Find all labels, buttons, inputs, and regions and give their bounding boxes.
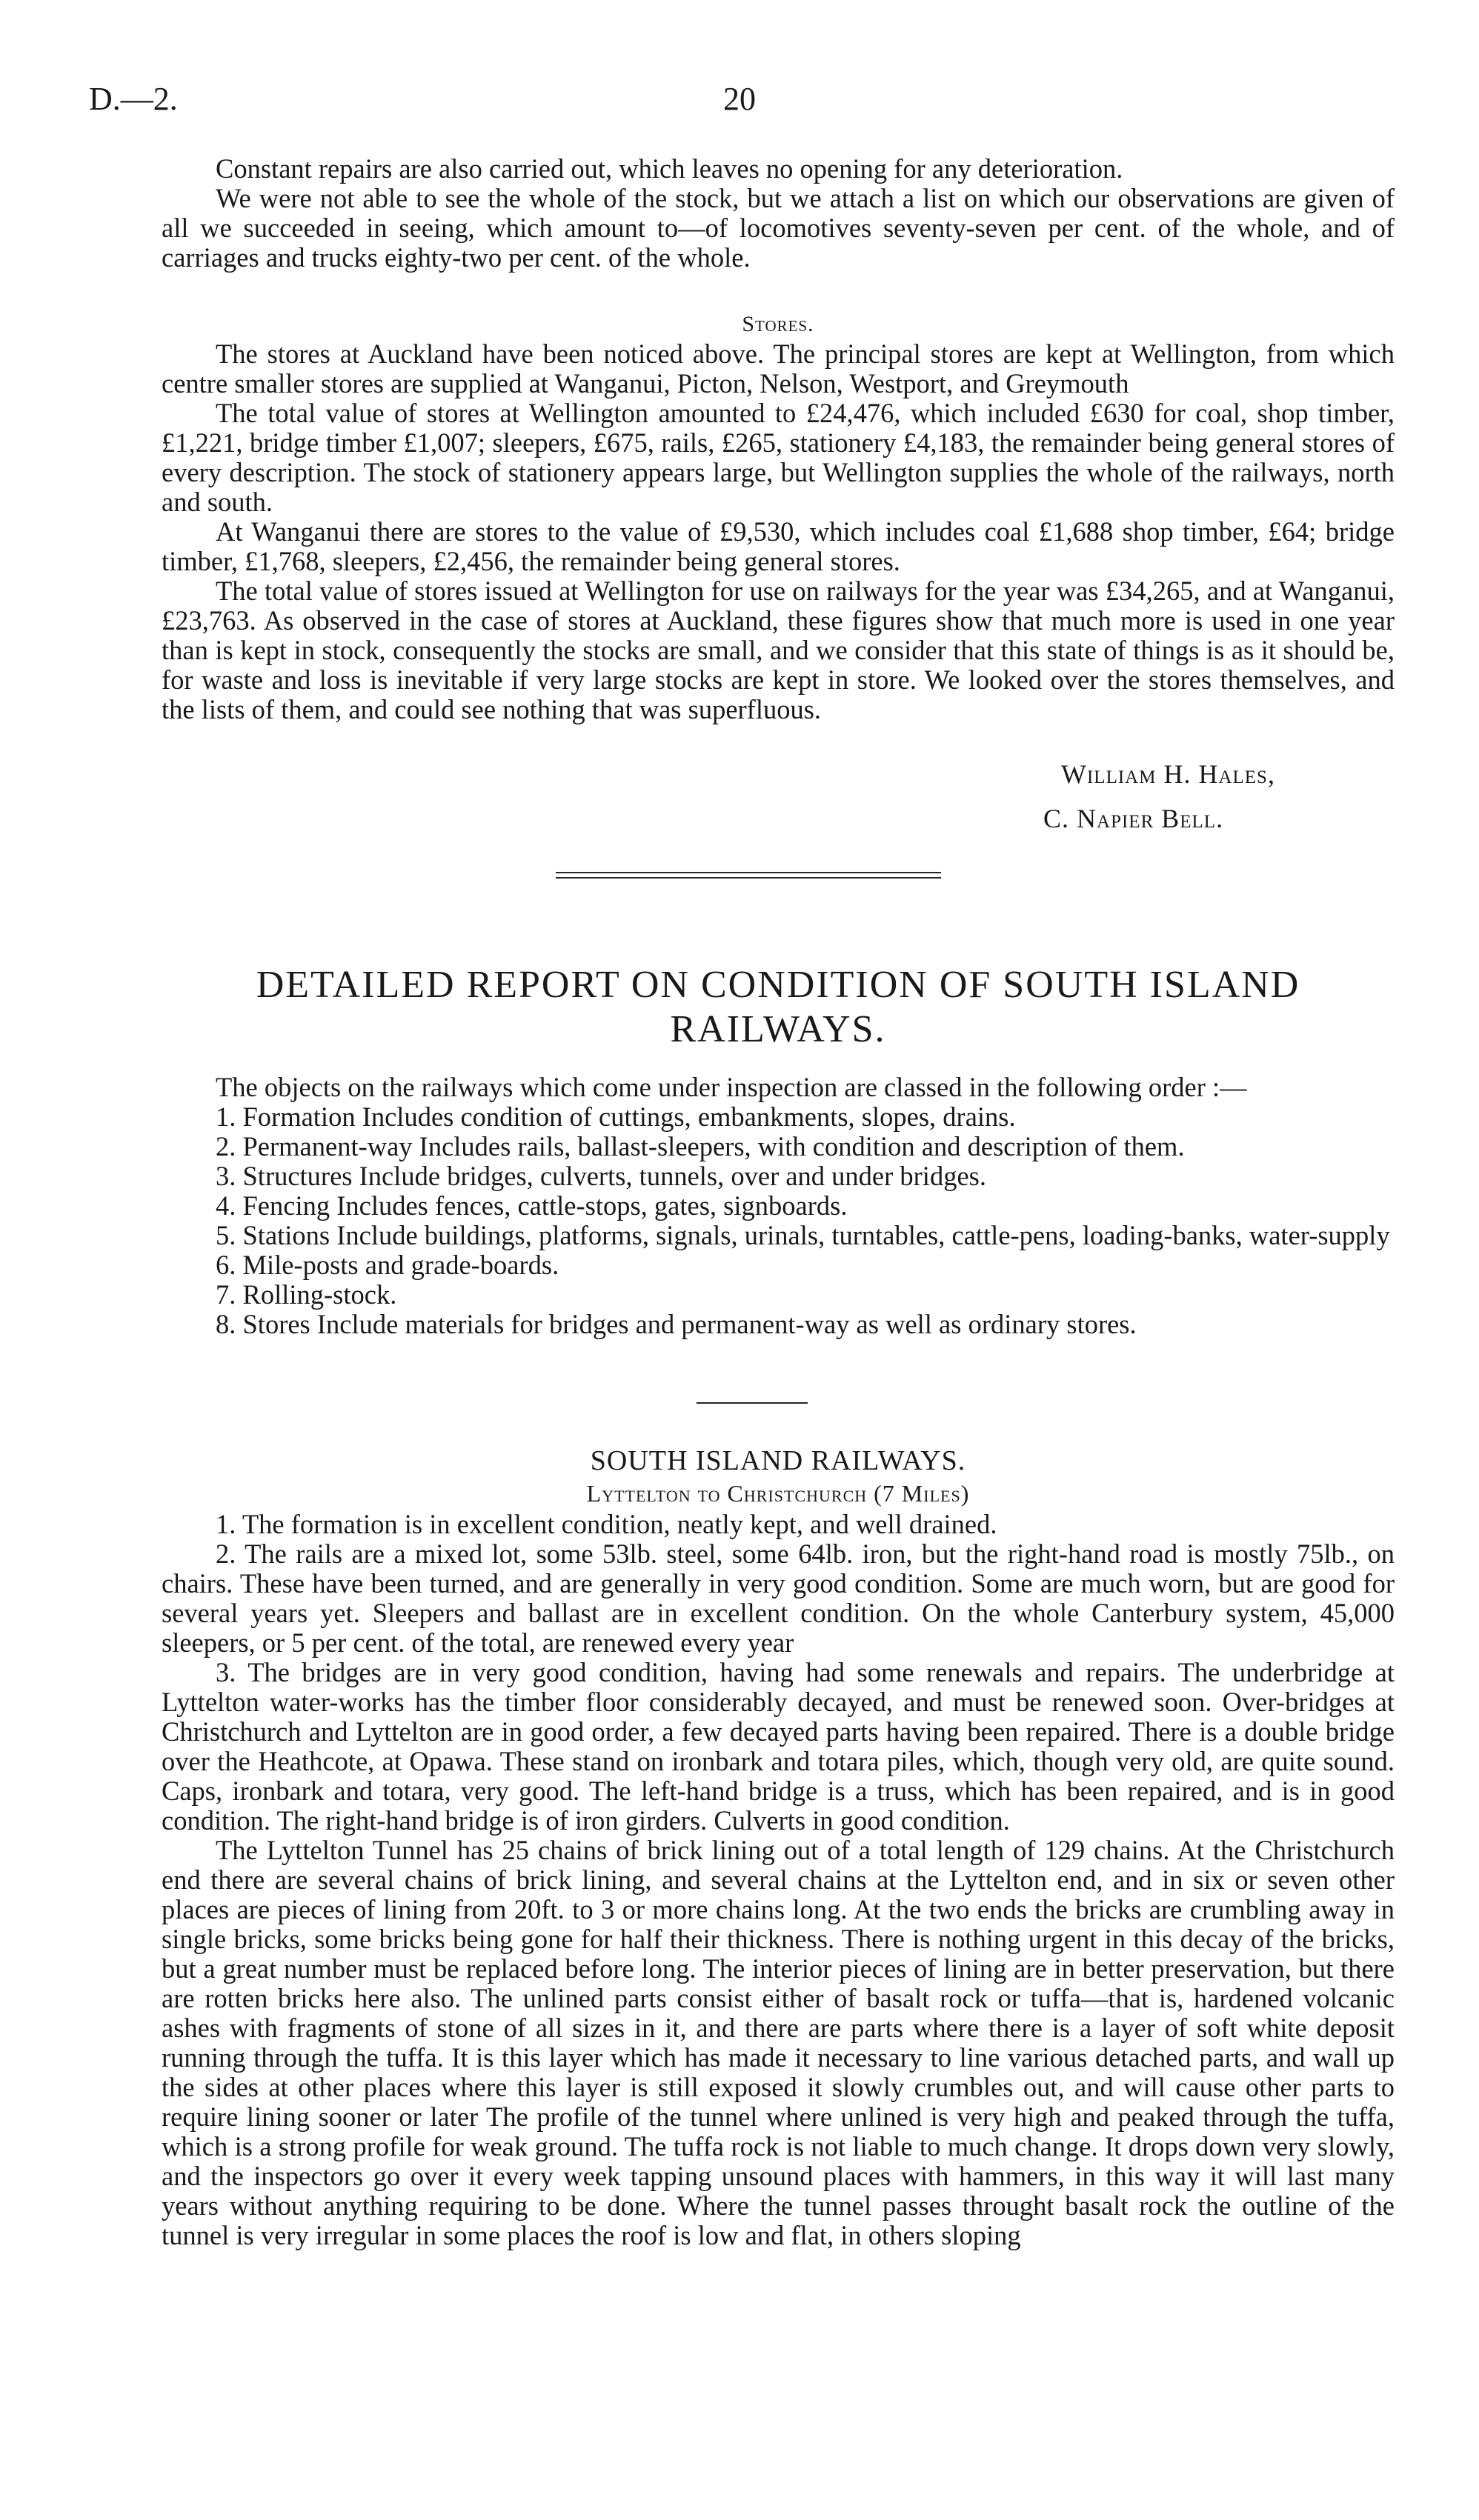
paragraph: The stores at Auckland have been noticed above. The principal stores are kept at Wellington, from which centre smaller stores are supplied at Wanganui, Picton, Nelson, Westport, and Greymouth [162,339,1395,399]
section-heading: SOUTH ISLAND RAILWAYS. [590,1445,966,1476]
paragraph: 2. The rails are a mixed lot, some 53lb. steel, some 64lb. iron, but the right-hand road is mostly 75lb., on chairs. These have been turned, and are generally in very good condition. Some are much worn, but are good for several years yet. Sleepers and ballast are in excellent condition. On the whole Canterbury system, 45,000 sleepers, or 5 per cent. of the total, are renewed every year [162,1539,1395,1658]
report-title-line: RAILWAYS. [670,1008,886,1050]
report-title-line: DETAILED REPORT ON CONDITION OF SOUTH ISLAND [256,964,1300,1006]
list-item: 4. Fencing Includes fences, cattle-stops, gates, signboards. [216,1190,848,1221]
section-subheading: Lyttelton to Christchurch (7 Miles) [586,1480,970,1507]
signature-line: William H. Hales, [1061,759,1275,789]
divider [697,1402,808,1404]
list-item: 5. Stations Include buildings, platforms, signals, urinals, turntables, cattle-pens, loading-banks, water-supply [216,1220,1390,1250]
document-reference: D.—2. [89,81,178,117]
paragraph: The total value of stores at Wellington amounted to £24,476, which included £630 for coal, shop timber, £1,221, bridge timber £1,007; sleepers, £675, rails, £265, stationery £4,183, the remainder being general stores of every description. The stock of stationery appears large, but Wellington supplies the whole of the railways, north and south. [162,398,1395,517]
list-item: 8. Stores Include materials for bridges and permanent-way as well as ordinary stores. [216,1309,1137,1339]
inspection-list [162,1073,1395,1339]
paragraph: 1. The formation is in excellent condition, neatly kept, and well drained. [216,1509,997,1539]
list-item: 1. Formation Includes condition of cuttings, embankments, slopes, drains. [216,1101,1016,1132]
page-header [89,80,1390,132]
list-item: 2. Permanent-way Includes rails, ballast-sleepers, with condition and description of them. [216,1131,1185,1161]
page-number: 20 [723,81,756,117]
divider [556,877,941,879]
divider [556,872,941,873]
list-item: 7. Rolling-stock. [216,1279,397,1310]
stores-section [162,310,1395,724]
paragraph: 3. The bridges are in very good condition, having had some renewals and repairs. The underbridge at Lyttelton water-works has the timber floor considerably decayed, and must be renewed soon. Over-bridges at Christchurch and Lyttelton are in good order, a few decayed parts having been repaired. There is a double bridge over the Heathcote, at Opawa. These stand on ironbark and totara piles, which, though very old, are quite sound. Caps, ironbark and totara, very good. The left-hand bridge is a truss, which has been repaired, and is in good condition. The right-hand bridge is of iron girders. Culverts in good condition. [162,1657,1395,1836]
paragraph: At Wanganui there are stores to the value of £9,530, which includes coal £1,688 shop timber, £64; bridge timber, £1,768, sleepers, £2,456, the remainder being general stores. [162,516,1395,576]
signature-line: C. Napier Bell. [1043,804,1224,833]
section-heading: Stores. [742,312,814,336]
paragraph: The total value of stores issued at Wellington for use on railways for the year was £34,265, and at Wanganui, £23,763. As observed in the case of stores at Auckland, these figures show that much more is used in one year than is kept in stock, consequently the stocks are small, and we consider that this state of things is as it should be, for waste and loss is inevitable if very large stocks are kept in store. We looked over the stores themselves, and the lists of them, and could see nothing that was superfluous. [162,576,1395,724]
paragraph: The Lyttelton Tunnel has 25 chains of brick lining out of a total length of 129 chains. At the Christchurch end there are several chains of brick lining, and several chains at the Lyttelton end, and in six or seven other places are pieces of lining from 20ft. to 3 or more chains long. At the two ends the bricks are crumbling away in single bricks, some bricks being gone for half their thickness. There is nothing urgent in this decay of the bricks, but a great number must be replaced before long. The interior pieces of lining are in better preservation, but there are rotten bricks here also. The unlined parts consist either of basalt rock or tuffa—that is, hardened volcanic ashes with fragments of stone of all sizes in it, and there are parts where there is a layer of soft white deposit running through the tuffa. It is this layer which has made it necessary to line various detached parts, and wall up the sides at other places where this layer is still exposed it slowly crumbles out, and will cause other parts to require lining sooner or later The profile of the tunnel where unlined is very high and peaked through the tuffa, which is a strong profile for weak ground. The tuffa rock is not liable to much change. It drops down very slowly, and the inspectors go over it every week tapping unsound places with hammers, in this way it will last many years without anything requiring to be done. Where the tunnel passes throught basalt rock the outline of the tunnel is very irregular in some places the roof is low and flat, in others sloping [162,1835,1395,2250]
list-item: 3. Structures Include bridges, culverts, tunnels, over and under bridges. [216,1161,986,1191]
report-title [162,963,1395,1052]
list-intro: The objects on the railways which come under inspection are classed in the following order :— [216,1072,1247,1102]
paragraph: Constant repairs are also carried out, which leaves no opening for any deterioration. [216,153,1123,184]
south-island-section [162,1444,1395,2250]
paragraph: We were not able to see the whole of the stock, but we attach a list on which our observations are given of all we succeeded in seeing, which amount to—of locomotives seventy-seven per cent. of the whole, and of carriages and trucks eighty-two per cent. of the whole. [162,183,1395,273]
list-item: 6. Mile-posts and grade-boards. [216,1250,559,1280]
intro-section [162,154,1395,273]
